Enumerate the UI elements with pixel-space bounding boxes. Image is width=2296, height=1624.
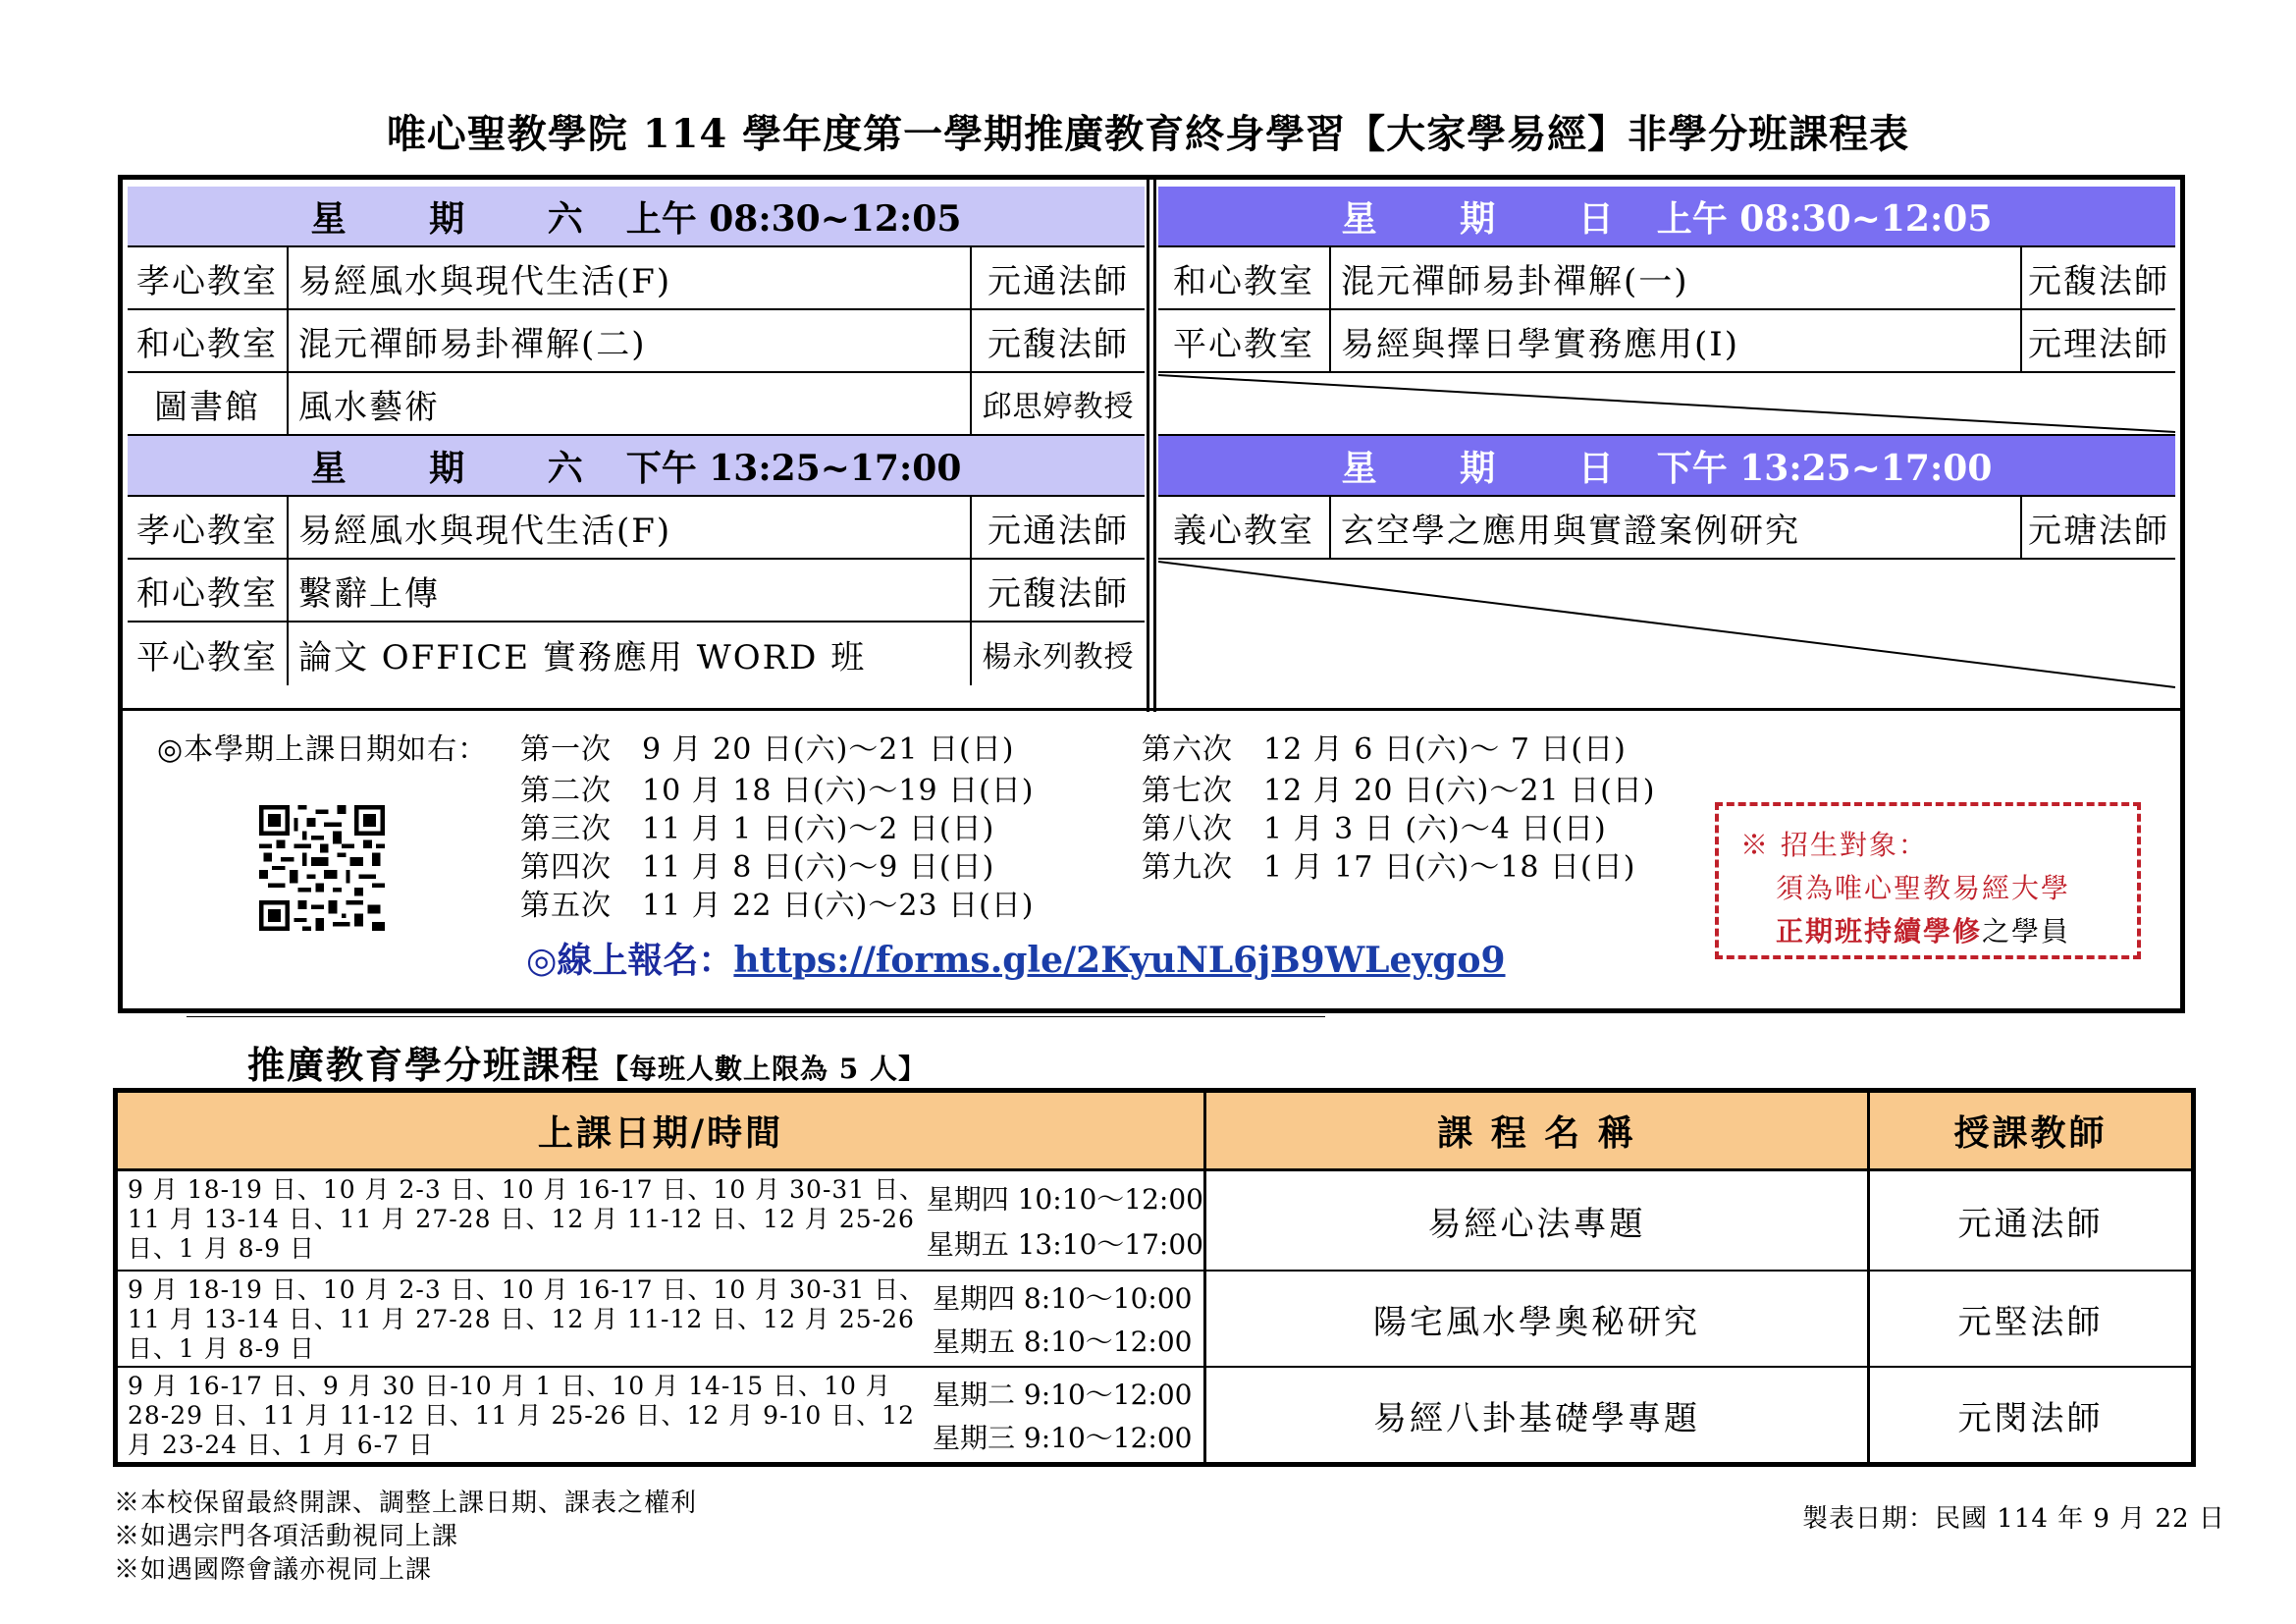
day-label: 星 期 日: [1341, 197, 1649, 240]
room-cell: 和心教室: [128, 560, 289, 621]
table-row: [128, 310, 1145, 373]
footnote: ※如遇國際會議亦視同上課: [114, 1555, 433, 1585]
room-cell: 和心教室: [1158, 247, 1331, 308]
online-registration: [526, 933, 1506, 983]
table-row: [118, 1368, 2191, 1462]
table-row: [1158, 247, 2175, 310]
credit-section-title: [247, 1035, 927, 1089]
time-label: 下午 13:25~17:00: [625, 447, 962, 489]
sunday-pm-header: [1158, 436, 2175, 497]
course-cell: 玄空學之應用與實證案例研究: [1331, 497, 2022, 558]
header-course: 課 程 名 稱: [1206, 1093, 1870, 1168]
room-cell: 平心教室: [1158, 310, 1331, 371]
qr-code-icon[interactable]: [259, 805, 385, 931]
teacher-cell: 楊永列教授: [982, 640, 1135, 675]
course-cell: 混元禪師易卦禪解(二): [289, 310, 972, 371]
room-cell: 圖書館: [128, 373, 289, 434]
time-label: 上午 08:30~12:05: [625, 197, 962, 240]
saturday-column: [128, 187, 1145, 685]
time-line: 星期二 9:10～12:00: [933, 1379, 1193, 1411]
time-line: 星期三 9:10～12:00: [933, 1422, 1193, 1454]
table-row: [1158, 497, 2175, 560]
made-date: 製表日期：民國 114 年 9 月 22 日: [1802, 1504, 2225, 1534]
room-cell: 孝心教室: [128, 247, 289, 308]
notice-line: 須為唯心聖教易經大學: [1776, 872, 2071, 904]
course-dates: 9 月 16-17 日、9 月 30 日-10 月 1 日、10 月 14-15 日、10 月 28-29 日、11 月 11-12 日、11 月 25-26 日、12 月 9-10 日、12 月 23-24 日、1 月 6-7 日: [128, 1372, 916, 1459]
divider: [187, 1016, 1325, 1017]
saturday-am-header: [128, 187, 1145, 247]
table-row: [128, 373, 1145, 436]
diagonal-line: [1158, 373, 2175, 436]
table-row: [128, 247, 1145, 310]
course-cell: 易經與擇日學實務應用(I): [1331, 310, 2022, 371]
header-teacher: 授課教師: [1953, 1112, 2108, 1154]
course-teacher: 元堅法師: [1957, 1302, 2104, 1342]
teacher-cell: 邱思婷教授: [982, 390, 1135, 424]
time-label: 上午 08:30~12:05: [1656, 197, 1993, 240]
teacher-cell: 元瑭法師: [2028, 511, 2169, 551]
notice-rest: 之學員: [1982, 915, 2071, 947]
course-cell: 論文 OFFICE 實務應用 WORD 班: [289, 623, 972, 685]
teacher-cell: 元馥法師: [988, 573, 1129, 614]
date-item: 第二次 10 月 18 日(六)～19 日(日): [520, 774, 1035, 808]
credit-course-table: [113, 1088, 2196, 1467]
empty-cell: [1158, 560, 2175, 691]
table-row: [118, 1272, 2191, 1368]
day-label: 星 期 日: [1341, 447, 1649, 489]
notice-emphasis: 正期班持續學修: [1776, 915, 1983, 947]
room-cell: 平心教室: [128, 623, 289, 685]
sunday-am-header: [1158, 187, 2175, 247]
credit-title: 推廣教育學分班課程: [247, 1043, 602, 1087]
teacher-cell: 元通法師: [988, 261, 1129, 301]
table-row: [128, 560, 1145, 623]
course-cell: 易經風水與現代生活(F): [289, 497, 972, 558]
date-item: 第九次 1 月 17 日(六)～18 日(日): [1142, 850, 1636, 885]
course-cell: 繫辭上傳: [289, 560, 972, 621]
time-line: 星期四 10:10～12:00: [926, 1183, 1203, 1216]
date-item: 第三次 11 月 1 日(六)～2 日(日): [520, 812, 995, 846]
course-times: [933, 1368, 1203, 1462]
teacher-cell: 元通法師: [988, 511, 1129, 551]
date-item: 第一次 9 月 20 日(六)～21 日(日): [520, 732, 1015, 767]
room-cell: 和心教室: [128, 310, 289, 371]
notice-line: [1740, 910, 2137, 953]
online-registration-label: ◎線上報名：: [526, 940, 734, 981]
footnote: ※如遇宗門各項活動視同上課: [114, 1522, 459, 1551]
table-header: [118, 1093, 2191, 1171]
course-times: [933, 1272, 1203, 1366]
date-item: 第五次 11 月 22 日(六)～23 日(日): [520, 889, 1035, 923]
diagonal-line: [1158, 560, 2175, 691]
empty-cell: [1158, 373, 2175, 436]
time-line: 星期四 8:10～10:00: [933, 1282, 1193, 1315]
registration-link[interactable]: https://forms.gle/2KyuNL6jB9WLeygo9: [733, 940, 1506, 981]
room-cell: 義心教室: [1158, 497, 1331, 558]
teacher-cell: 元馥法師: [988, 324, 1129, 364]
teacher-cell: 元理法師: [2028, 324, 2169, 364]
course-cell: 風水藝術: [289, 373, 972, 434]
time-line: 星期五 8:10～12:00: [933, 1326, 1193, 1358]
date-item: 第七次 12 月 20 日(六)～21 日(日): [1142, 774, 1656, 808]
time-line: 星期五 13:10～17:00: [926, 1228, 1203, 1261]
date-item: 第四次 11 月 8 日(六)～9 日(日): [520, 850, 995, 885]
notice-title: ※ 招生對象：: [1740, 829, 1928, 861]
schedule-bottom-line: [123, 708, 2180, 711]
course-dates: 9 月 18-19 日、10 月 2-3 日、10 月 16-17 日、10 月 30-31 日、11 月 13-14 日、11 月 27-28 日、12 月 11-12 日、12 月 25-26 日、1 月 8-9 日: [128, 1275, 926, 1363]
course-cell: 混元禪師易卦禪解(一): [1331, 247, 2022, 308]
date-time-cell: [118, 1171, 1206, 1270]
date-item: 第六次 12 月 6 日(六)～ 7 日(日): [1142, 732, 1627, 767]
dates-lead: ◎本學期上課日期如右：: [157, 732, 489, 767]
date-item: 第八次 1 月 3 日 (六)～4 日(日): [1142, 812, 1607, 846]
footnote: ※本校保留最終開課、調整上課日期、課表之權利: [114, 1489, 698, 1518]
course-teacher: 元閔法師: [1957, 1398, 2104, 1438]
enrollment-notice: [1715, 802, 2141, 959]
saturday-pm-header: [128, 436, 1145, 497]
credit-note: 【每班人數上限為 5 人】: [601, 1053, 927, 1085]
table-row: [128, 623, 1145, 685]
day-label: 星 期 六: [310, 197, 618, 240]
time-label: 下午 13:25~17:00: [1656, 447, 1993, 489]
table-row: [128, 497, 1145, 560]
course-name: 陽宅風水學奧秘研究: [1206, 1272, 1870, 1366]
course-times: [927, 1171, 1203, 1270]
date-time-cell: [118, 1368, 1206, 1462]
table-row: [1158, 310, 2175, 373]
course-cell: 易經風水與現代生活(F): [289, 247, 972, 308]
teacher-cell: 元馥法師: [2028, 261, 2169, 301]
course-teacher: 元通法師: [1957, 1204, 2104, 1244]
day-label: 星 期 六: [310, 447, 618, 489]
header-date: 上課日期/時間: [118, 1093, 1206, 1168]
date-time-cell: [118, 1272, 1206, 1366]
room-cell: 孝心教室: [128, 497, 289, 558]
table-row: [118, 1171, 2191, 1272]
sunday-column: [1158, 187, 2175, 691]
course-dates: 9 月 18-19 日、10 月 2-3 日、10 月 16-17 日、10 月 30-31 日、11 月 13-14 日、11 月 27-28 日、12 月 11-12 日、12 月 25-26 日、1 月 8-9 日: [128, 1175, 926, 1263]
course-name: 易經心法專題: [1206, 1171, 1870, 1270]
column-divider: [1147, 180, 1156, 712]
course-name: 易經八卦基礎學專題: [1206, 1368, 1870, 1462]
page-title: 唯心聖教學院 114 學年度第一學期推廣教育終身學習【大家學易經】非學分班課程表: [386, 111, 1910, 157]
